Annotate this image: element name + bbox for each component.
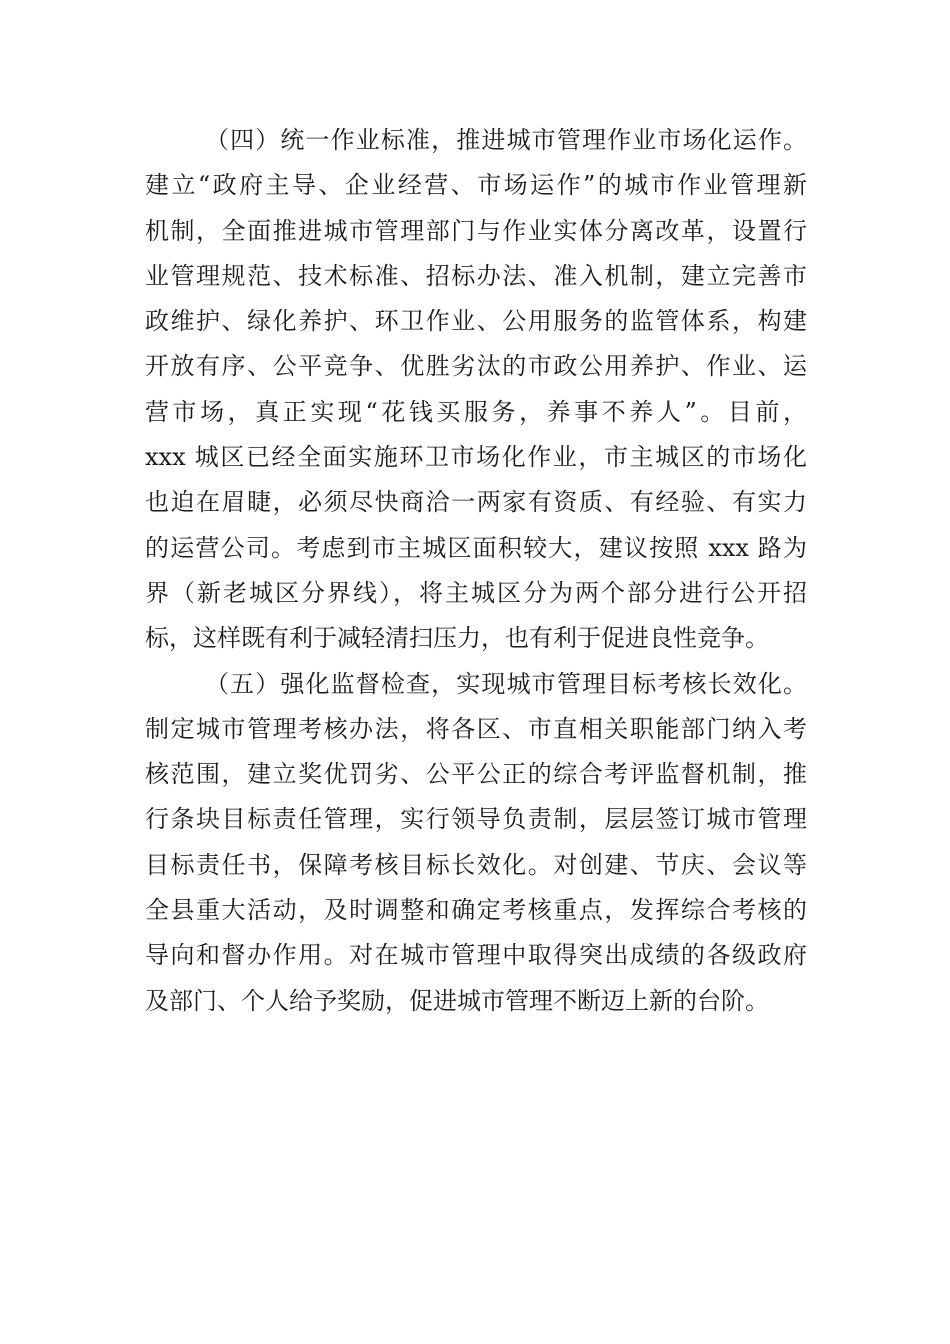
section-4-heading-line: （四）统一作业标准，推进城市管理作业市场化运作。 xyxy=(205,126,807,154)
section-4-line: 界（新老城区分界线），将主城区分为两个部分进行公开招 xyxy=(145,578,807,607)
document-body xyxy=(145,118,807,1024)
section-5-heading-line: （五）强化监督检查，实现城市管理目标考核长效化。 xyxy=(205,669,807,698)
section-4 xyxy=(145,118,807,662)
section-4-line: 业管理规范、技术标准、招标办法、准入机制，建立完善市 xyxy=(145,261,807,290)
section-5-line: 全县重大活动，及时调整和确定考核重点，发挥综合考核的 xyxy=(145,896,807,925)
section-4-line: 机制，全面推进城市管理部门与作业实体分离改革，设置行 xyxy=(145,216,807,245)
section-4-line: 开放有序、公平竞争、优胜劣汰的市政公用养护、作业、运 xyxy=(145,352,807,381)
section-5-line: 制定城市管理考核办法，将各区、市直相关职能部门纳入考 xyxy=(145,714,807,743)
section-4-line: 营市场，真正实现“花钱买服务，养事不养人”。目前， xyxy=(145,397,807,426)
section-5-line: 行条块目标责任管理，实行领导负责制，层层签订城市管理 xyxy=(145,805,807,834)
section-4-line: 也迫在眉睫，必须尽快商洽一两家有资质、有经验、有实力 xyxy=(145,488,807,517)
section-4-line: 建立“政府主导、企业经营、市场运作”的城市作业管理新 xyxy=(145,171,807,200)
section-4-line: 标，这样既有利于减轻清扫压力，也有利于促进良性竞争。 xyxy=(145,624,769,653)
section-5-line: 目标责任书，保障考核目标长效化。对创建、节庆、会议等 xyxy=(145,850,807,879)
section-4-line: 政维护、绿化养护、环卫作业、公用服务的监管体系，构建 xyxy=(145,307,807,336)
section-5 xyxy=(145,662,807,1024)
section-5-line: 核范围，建立奖优罚劣、公平公正的综合考评监督机制，推 xyxy=(145,760,807,789)
section-4-line: 的运营公司。考虑到市主城区面积较大，建议按照 xxx 路为 xyxy=(145,533,807,562)
section-4-line: xxx 城区已经全面实施环卫市场化作业，市主城区的市场化 xyxy=(145,443,807,472)
section-5-line: 及部门、个人给予奖励，促进城市管理不断迈上新的台阶。 xyxy=(145,986,769,1015)
section-5-line: 导向和督办作用。对在城市管理中取得突出成绩的各级政府 xyxy=(145,941,807,970)
